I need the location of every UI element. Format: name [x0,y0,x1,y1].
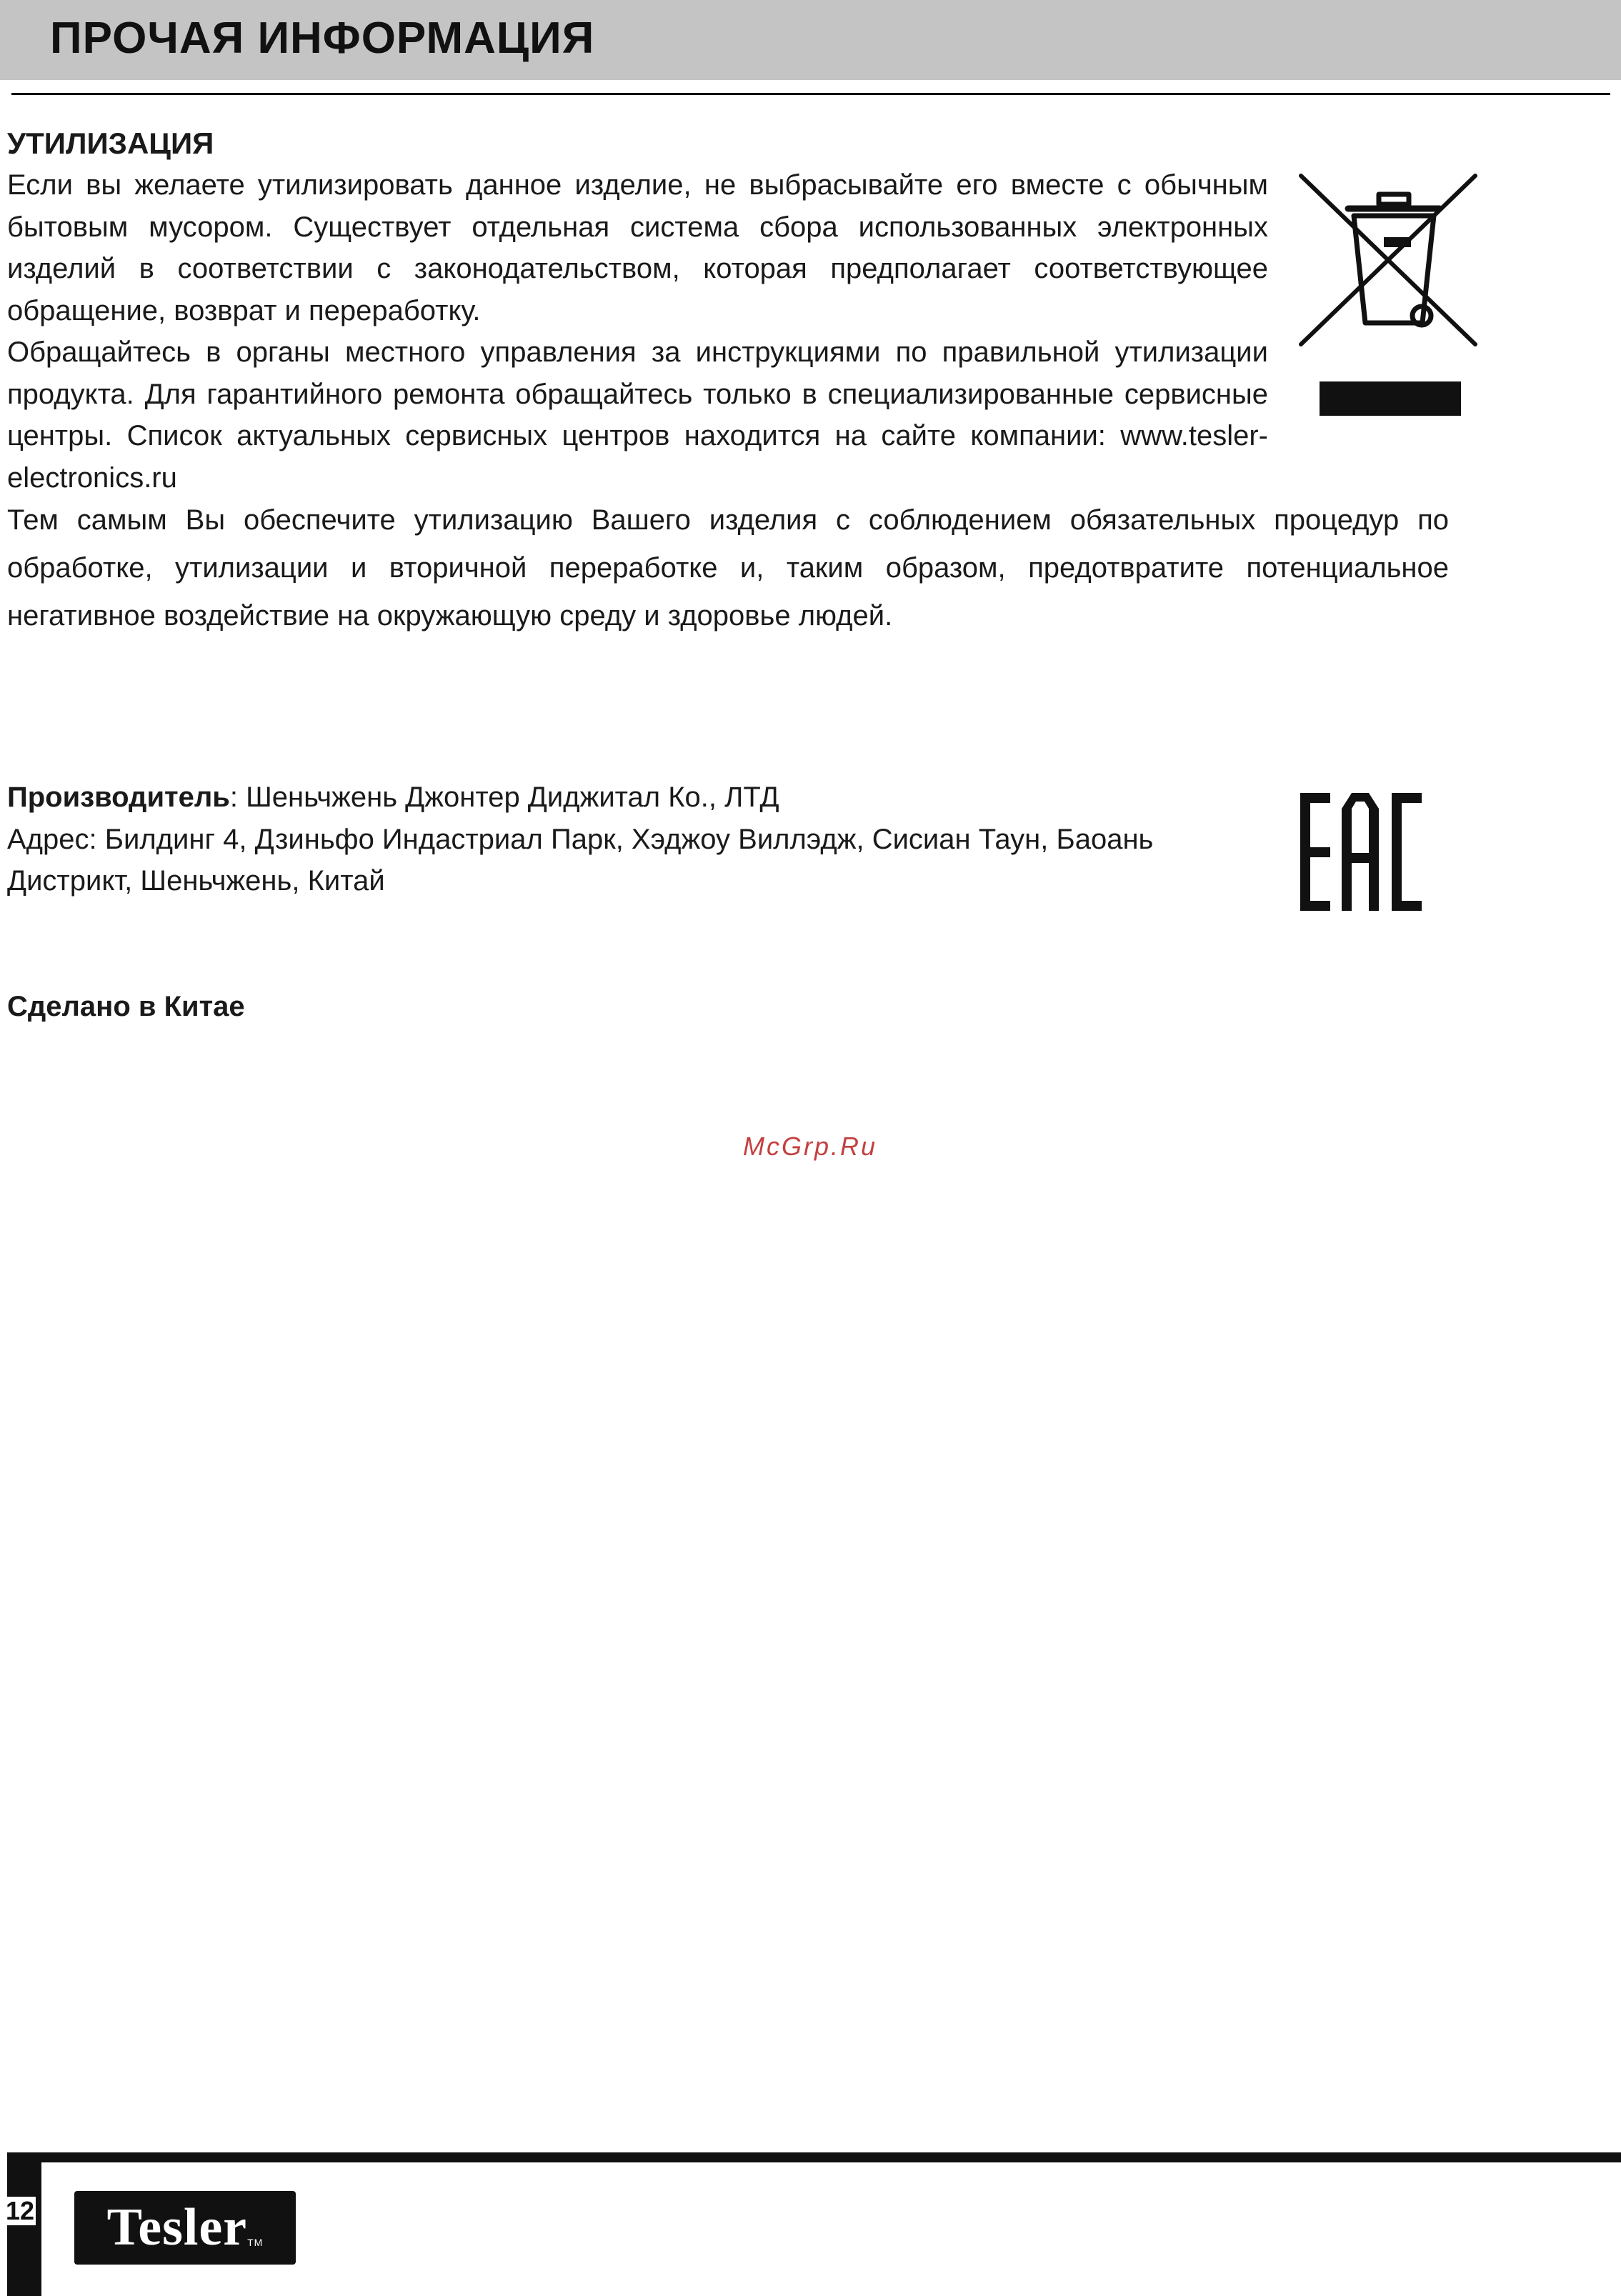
disposal-paragraph-1: Если вы желаете утилизировать данное изделие, не выбрасывайте его вместе с обычным бытовым мусором. Существует отдельная система сбора использованных электронных изделий в соответствии с законодательством, которая предполагает соответствующее обращение, возврат и переработку. [7,169,1268,326]
disposal-paragraph-2: Обращайтесь в органы местного управления за инструкциями по правильной утилизации продукта. Для гарантийного ремонта обращайтесь только в специализированные сервисные центры. Список актуальных сервисных центров находится на сайте компании: www.tesler-electronics.ru [7,336,1268,494]
eac-mark-icon [1300,793,1422,911]
watermark-text: McGrp.Ru [743,1132,878,1161]
disposal-paragraph-3: Тем самым Вы обеспечите утилизацию Вашего изделия с соблюдением обязательных процедур по обработке, утилизации и вторичной переработке и, таким образом, предотвратите потенциальное негативное воздействие на окружающую среду и здоровье людей. [7,504,1449,632]
made-in-label: Сделано в Китае [7,991,245,1022]
brand-logo-text: Tesler [106,2198,248,2257]
footer-divider [7,2152,1621,2162]
manufacturer-address: Адрес: Билдинг 4, Дзиньфо Индастриал Парк, Хэджоу Виллэдж, Сисиан Таун, Баоань Дистрикт, Шеньчжень, Китай [7,823,1154,897]
header-divider [11,93,1610,95]
disposal-heading: УТИЛИЗАЦИЯ [7,126,214,160]
brand-logo: Tesler $_{TM}$ [74,2191,296,2265]
page-title: ПРОЧАЯ ИНФОРМАЦИЯ [50,14,595,63]
page-number: 12 [6,2196,35,2225]
manufacturer-info [7,777,1265,902]
crossed-out-bin-icon [1297,173,1482,419]
manufacturer-label: Производитель [7,782,230,813]
manufacturer-name: : Шеньчжень Джонтер Диджитал Ко., ЛТД [229,782,779,813]
